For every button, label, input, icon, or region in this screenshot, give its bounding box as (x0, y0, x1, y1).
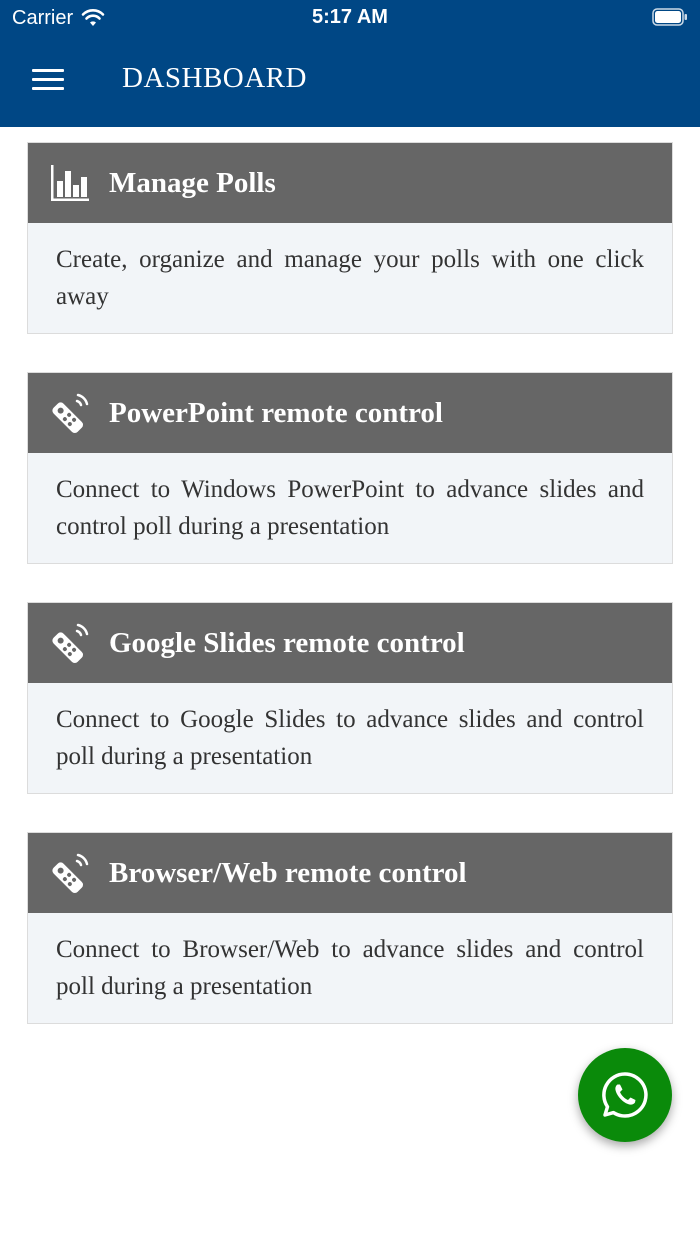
battery-icon (652, 8, 688, 26)
card-title: Google Slides remote control (109, 626, 465, 659)
card-title: PowerPoint remote control (109, 396, 443, 429)
card-google-slides-remote[interactable] (27, 602, 673, 794)
card-title: Manage Polls (109, 166, 276, 199)
card-description: Connect to Windows PowerPoint to advance slides and control poll during a presentation (56, 476, 644, 540)
card-header[interactable] (28, 833, 672, 913)
card-powerpoint-remote[interactable] (27, 372, 673, 564)
card-description: Connect to Browser/Web to advance slides and control poll during a presentation (56, 936, 644, 1000)
card-header[interactable] (28, 143, 672, 223)
card-title: Browser/Web remote control (109, 856, 467, 889)
card-description: Create, organize and manage your polls with one click away (56, 246, 644, 310)
card-description: Connect to Google Slides to advance slides and control poll during a presentation (56, 706, 644, 770)
card-header[interactable] (28, 373, 672, 453)
card-browser-web-remote[interactable] (27, 832, 673, 1024)
carrier-label: Carrier (12, 6, 74, 29)
page-title: DASHBOARD (122, 62, 307, 94)
whatsapp-icon (599, 1069, 651, 1121)
whatsapp-button[interactable] (578, 1048, 672, 1142)
card-header[interactable] (28, 603, 672, 683)
top-app-bar (0, 0, 700, 127)
bar-chart-icon (47, 161, 91, 205)
card-manage-polls[interactable] (27, 142, 673, 334)
remote-control-icon (47, 391, 91, 435)
status-time: 5:17 AM (312, 6, 388, 28)
remote-control-icon (47, 621, 91, 665)
hamburger-menu-icon[interactable] (32, 66, 64, 92)
remote-control-icon (47, 851, 91, 895)
